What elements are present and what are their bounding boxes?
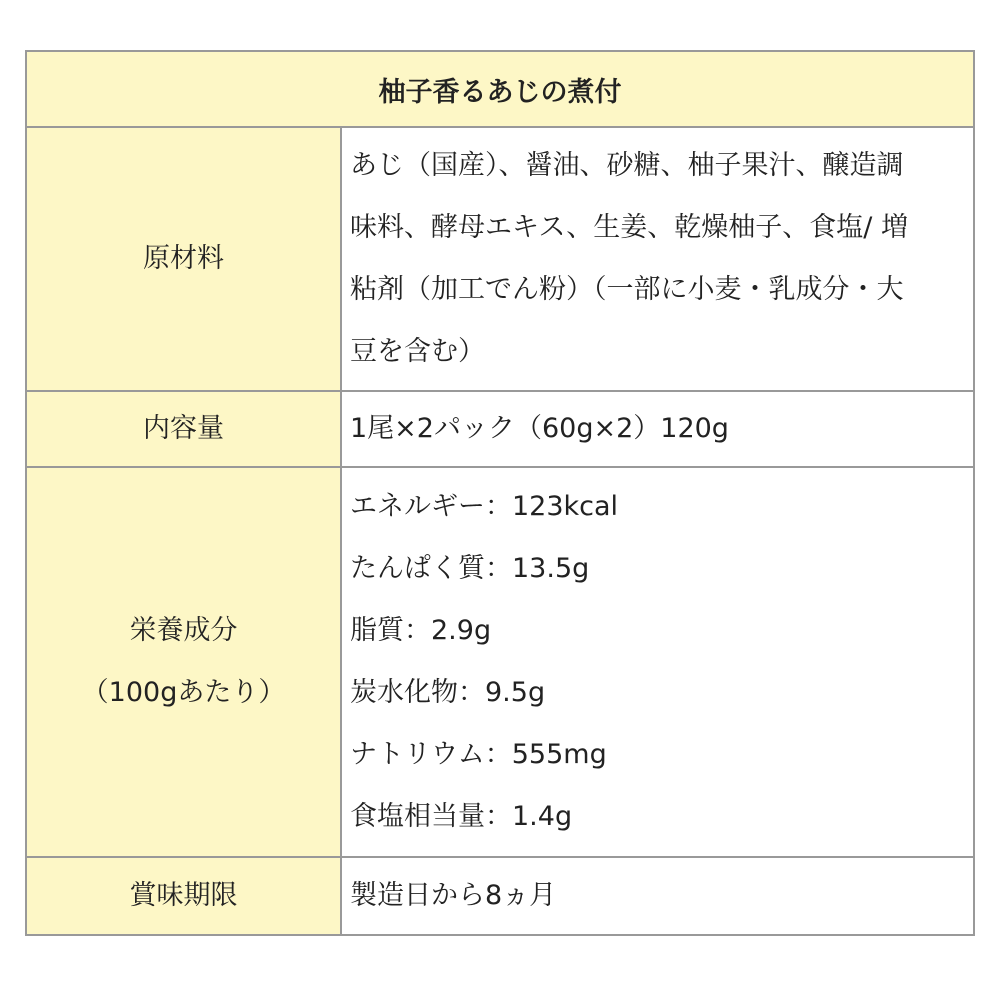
nutrition-item-fat: 脂質：2.9g bbox=[350, 615, 492, 646]
product-info-table bbox=[25, 50, 975, 936]
ingredients-row bbox=[27, 128, 973, 392]
contents-value-text: 1尾×2パック（60g×2）120g bbox=[350, 413, 729, 444]
nutrition-item-energy: エネルギー：123kcal bbox=[350, 491, 619, 522]
nutrition-sublabel-text: （100gあたり） bbox=[81, 677, 286, 708]
ingredients-line: 味料、酵母エキス、生姜、乾燥柚子、食塩/ 増 bbox=[350, 212, 908, 243]
expiry-row bbox=[27, 858, 973, 934]
contents-label bbox=[27, 392, 342, 466]
ingredients-value bbox=[342, 128, 973, 390]
nutrition-label bbox=[27, 468, 342, 856]
ingredients-label bbox=[27, 128, 342, 390]
expiry-label-text: 賞味期限 bbox=[129, 880, 238, 911]
nutrition-item-protein: たんぱく質：13.5g bbox=[350, 553, 590, 584]
ingredients-line: 豆を含む） bbox=[350, 336, 485, 367]
expiry-label bbox=[27, 858, 342, 934]
contents-row bbox=[27, 392, 973, 468]
contents-label-text: 内容量 bbox=[143, 413, 224, 444]
ingredients-line: あじ（国産）、醤油、砂糖、柚子果汁、醸造調 bbox=[350, 150, 904, 181]
nutrition-label-text: 栄養成分 bbox=[129, 615, 238, 646]
nutrition-item-carbohydrate: 炭水化物：9.5g bbox=[350, 677, 546, 708]
nutrition-item-sodium: ナトリウム：555mg bbox=[350, 739, 607, 770]
nutrition-value bbox=[342, 468, 973, 856]
contents-value bbox=[342, 392, 973, 466]
ingredients-label-text: 原材料 bbox=[143, 243, 224, 274]
nutrition-item-salt: 食塩相当量：1.4g bbox=[350, 801, 573, 832]
expiry-value-text: 製造日から8ヵ月 bbox=[350, 880, 557, 911]
nutrition-row bbox=[27, 468, 973, 858]
expiry-value bbox=[342, 858, 973, 934]
ingredients-line: 粘剤（加工でん粉）（一部に小麦・乳成分・大 bbox=[350, 274, 904, 305]
product-title: 柚子香るあじの煮付 bbox=[27, 52, 973, 128]
